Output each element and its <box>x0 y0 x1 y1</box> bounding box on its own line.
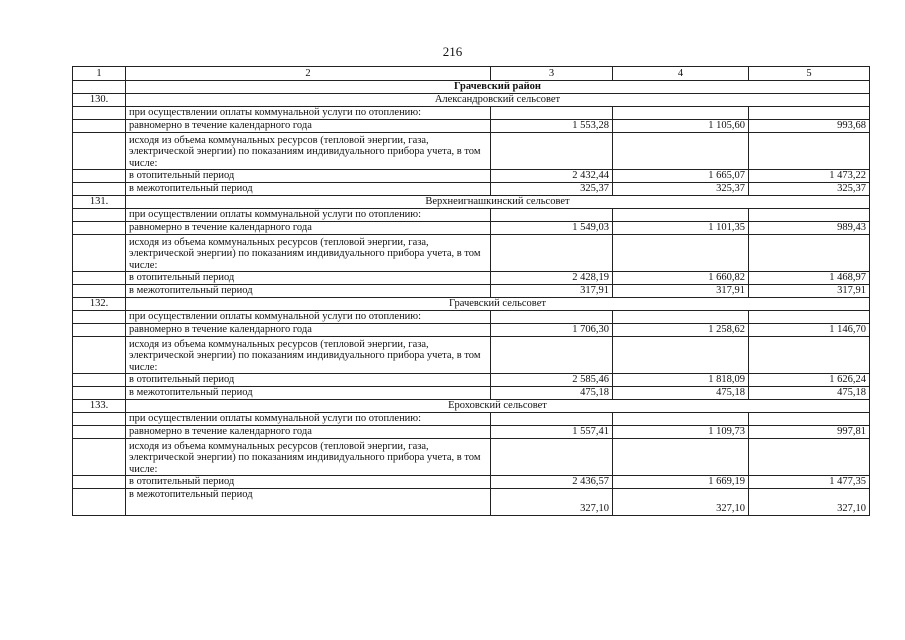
value-cell: 2 585,46 <box>491 374 613 387</box>
value-cell: 327,10 <box>491 489 613 516</box>
value-cell: 327,10 <box>749 489 870 516</box>
row-label: при осуществлении оплаты коммунальной услуги по отоплению: <box>126 209 491 222</box>
empty-cell <box>749 439 870 476</box>
heating-period-row <box>73 272 870 285</box>
empty-cell <box>491 133 613 170</box>
empty-cell <box>73 413 126 426</box>
empty-cell <box>491 439 613 476</box>
section-title-row <box>73 400 870 413</box>
row-label: при осуществлении оплаты коммунальной услуги по отоплению: <box>126 311 491 324</box>
value-cell: 1 473,22 <box>749 170 870 183</box>
value-cell: 993,68 <box>749 120 870 133</box>
empty-cell <box>73 489 126 516</box>
value-cell: 1 101,35 <box>613 222 749 235</box>
empty-cell <box>73 235 126 272</box>
row-label: в отопительный период <box>126 476 491 489</box>
value-cell: 317,91 <box>491 285 613 298</box>
district-num-cell <box>73 81 126 94</box>
by-meter-row <box>73 235 870 272</box>
settlement-name: Верхнеигнашкинский сельсовет <box>126 196 870 209</box>
section-title-row <box>73 94 870 107</box>
value-cell: 1 626,24 <box>749 374 870 387</box>
row-label: равномерно в течение календарного года <box>126 222 491 235</box>
value-cell: 1 468,97 <box>749 272 870 285</box>
by-meter-row <box>73 133 870 170</box>
empty-cell <box>749 337 870 374</box>
section-number: 131. <box>73 196 126 209</box>
empty-cell <box>491 413 613 426</box>
empty-cell <box>613 439 749 476</box>
value-cell: 1 706,30 <box>491 324 613 337</box>
heating-intro-row <box>73 107 870 120</box>
row-label: в межотопительный период <box>126 387 491 400</box>
row-label: в межотопительный период <box>126 183 491 196</box>
value-cell: 475,18 <box>749 387 870 400</box>
empty-cell <box>613 133 749 170</box>
heating-intro-row <box>73 413 870 426</box>
empty-cell <box>491 337 613 374</box>
value-cell: 325,37 <box>749 183 870 196</box>
empty-cell <box>491 311 613 324</box>
value-cell: 1 669,19 <box>613 476 749 489</box>
empty-cell <box>73 387 126 400</box>
tariff-table <box>72 66 870 516</box>
interheating-period-row <box>73 285 870 298</box>
section-number: 133. <box>73 400 126 413</box>
section-number: 132. <box>73 298 126 311</box>
empty-cell <box>73 107 126 120</box>
value-cell: 1 818,09 <box>613 374 749 387</box>
empty-cell <box>73 133 126 170</box>
value-cell: 2 428,19 <box>491 272 613 285</box>
value-cell: 1 477,35 <box>749 476 870 489</box>
page-number: 216 <box>442 44 463 59</box>
value-cell: 475,18 <box>491 387 613 400</box>
column-header: 3 <box>491 67 613 81</box>
value-cell: 1 557,41 <box>491 426 613 439</box>
heating-period-row <box>73 374 870 387</box>
empty-cell <box>73 222 126 235</box>
value-cell: 1 109,73 <box>613 426 749 439</box>
column-header: 5 <box>749 67 870 81</box>
empty-cell <box>613 235 749 272</box>
empty-cell <box>749 209 870 222</box>
row-label: в отопительный период <box>126 272 491 285</box>
value-cell: 325,37 <box>613 183 749 196</box>
row-label: равномерно в течение календарного года <box>126 426 491 439</box>
empty-cell <box>749 133 870 170</box>
value-cell: 1 105,60 <box>613 120 749 133</box>
interheating-period-row <box>73 183 870 196</box>
row-label: в межотопительный период <box>126 285 491 298</box>
value-cell: 1 553,28 <box>491 120 613 133</box>
heating-period-row <box>73 476 870 489</box>
column-header: 2 <box>126 67 491 81</box>
empty-cell <box>749 235 870 272</box>
empty-cell <box>73 439 126 476</box>
empty-cell <box>73 170 126 183</box>
value-cell: 1 146,70 <box>749 324 870 337</box>
settlement-name: Грачевский сельсовет <box>126 298 870 311</box>
by-meter-row <box>73 439 870 476</box>
evenly-row <box>73 120 870 133</box>
empty-cell <box>491 235 613 272</box>
value-cell: 989,43 <box>749 222 870 235</box>
row-label: при осуществлении оплаты коммунальной услуги по отоплению: <box>126 107 491 120</box>
value-cell: 2 432,44 <box>491 170 613 183</box>
row-label: в отопительный период <box>126 374 491 387</box>
district-name: Грачевский район <box>126 81 870 94</box>
empty-cell <box>73 120 126 133</box>
value-cell: 327,10 <box>613 489 749 516</box>
empty-cell <box>613 209 749 222</box>
empty-cell <box>749 107 870 120</box>
empty-cell <box>613 413 749 426</box>
evenly-row <box>73 426 870 439</box>
value-cell: 1 665,07 <box>613 170 749 183</box>
heating-intro-row <box>73 209 870 222</box>
settlement-name: Александровский сельсовет <box>126 94 870 107</box>
value-cell: 317,91 <box>613 285 749 298</box>
row-label: исходя из объема коммунальных ресурсов (тепловой энергии, газа, электрической энергии) по показаниям индивидуального прибора учета, в том числе: <box>126 337 491 374</box>
value-cell: 1 258,62 <box>613 324 749 337</box>
empty-cell <box>613 311 749 324</box>
empty-cell <box>491 107 613 120</box>
value-cell: 997,81 <box>749 426 870 439</box>
column-header: 1 <box>73 67 126 81</box>
interheating-period-row <box>73 489 870 516</box>
empty-cell <box>749 311 870 324</box>
section-title-row <box>73 298 870 311</box>
empty-cell <box>73 426 126 439</box>
row-label: равномерно в течение календарного года <box>126 324 491 337</box>
empty-cell <box>613 337 749 374</box>
empty-cell <box>73 183 126 196</box>
empty-cell <box>73 311 126 324</box>
empty-cell <box>613 107 749 120</box>
empty-cell <box>73 285 126 298</box>
value-cell: 1 660,82 <box>613 272 749 285</box>
empty-cell <box>73 337 126 374</box>
row-label: в межотопительный период <box>126 489 491 516</box>
by-meter-row <box>73 337 870 374</box>
empty-cell <box>73 476 126 489</box>
row-label: в отопительный период <box>126 170 491 183</box>
value-cell: 325,37 <box>491 183 613 196</box>
settlement-name: Ероховский сельсовет <box>126 400 870 413</box>
value-cell: 475,18 <box>613 387 749 400</box>
row-label: при осуществлении оплаты коммунальной услуги по отоплению: <box>126 413 491 426</box>
district-row <box>73 81 870 94</box>
value-cell: 317,91 <box>749 285 870 298</box>
interheating-period-row <box>73 387 870 400</box>
row-label: исходя из объема коммунальных ресурсов (тепловой энергии, газа, электрической энергии) по показаниям индивидуального прибора учета, в том числе: <box>126 235 491 272</box>
empty-cell <box>73 324 126 337</box>
value-cell: 2 436,57 <box>491 476 613 489</box>
heating-period-row <box>73 170 870 183</box>
row-label: равномерно в течение календарного года <box>126 120 491 133</box>
column-header: 4 <box>613 67 749 81</box>
empty-cell <box>73 374 126 387</box>
section-title-row <box>73 196 870 209</box>
empty-cell <box>73 209 126 222</box>
evenly-row <box>73 222 870 235</box>
empty-cell <box>749 413 870 426</box>
column-number-row <box>73 67 870 81</box>
empty-cell <box>491 209 613 222</box>
row-label: исходя из объема коммунальных ресурсов (тепловой энергии, газа, электрической энергии) по показаниям индивидуального прибора учета, в том числе: <box>126 133 491 170</box>
section-number: 130. <box>73 94 126 107</box>
heating-intro-row <box>73 311 870 324</box>
evenly-row <box>73 324 870 337</box>
row-label: исходя из объема коммунальных ресурсов (тепловой энергии, газа, электрической энергии) по показаниям индивидуального прибора учета, в том числе: <box>126 439 491 476</box>
empty-cell <box>73 272 126 285</box>
value-cell: 1 549,03 <box>491 222 613 235</box>
